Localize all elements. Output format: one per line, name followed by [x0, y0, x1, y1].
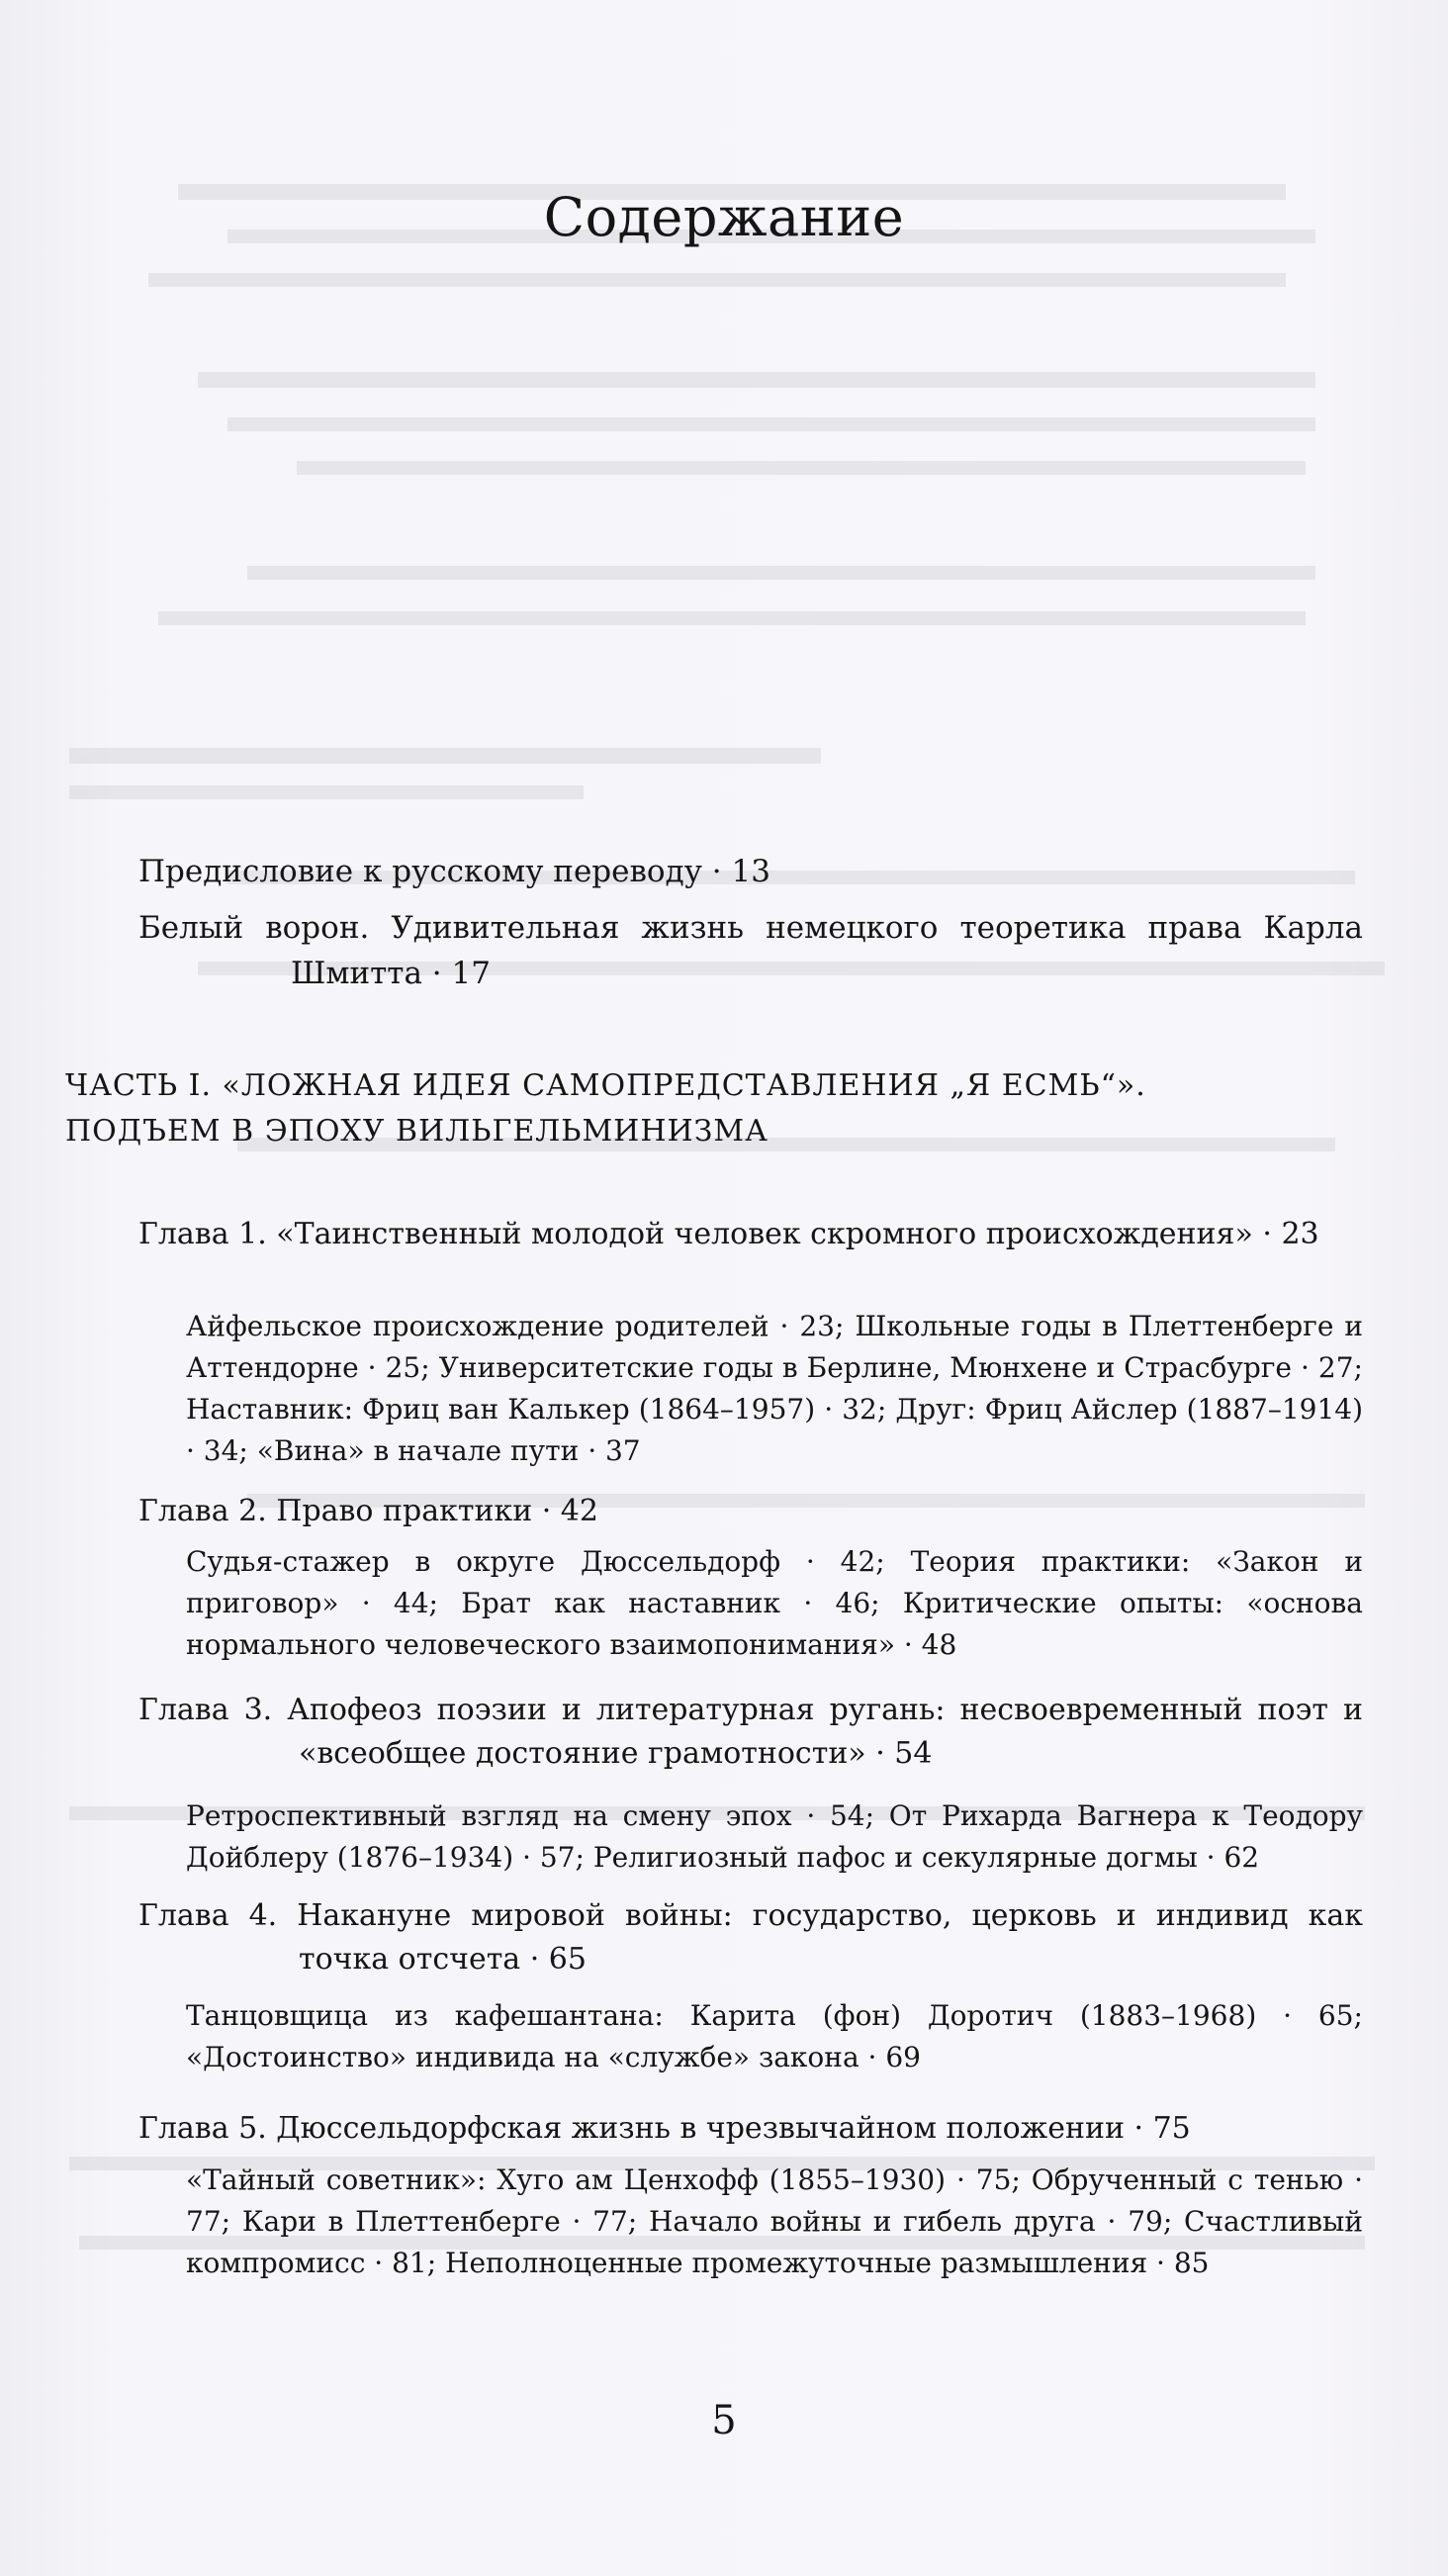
part-heading — [65, 1063, 1381, 1154]
chapter-title-text: Глава 5. Дюссельдорфская жизнь в чрезвычайном положении · 75 — [138, 2111, 1191, 2146]
front-entry-white-raven — [138, 905, 1363, 996]
chapter-5-sections: «Тайный советник»: Хуго ам Ценхофф (1855–1930) · 75; Обрученный с тенью · 77; Кари в Плеттенберге · 77; Начало войны и гибель друга · 79; Счастливый компромисс · 81; Неполноценные промежуточные размышления · 85 — [186, 2163, 1363, 2279]
chapter-2-title — [138, 1490, 1363, 1533]
chapter-title-text: Глава 1. «Таинственный молодой человек скромного происхождения» · 23 — [138, 1217, 1319, 1251]
front-entry-preface — [138, 849, 1315, 894]
chapter-title-text: Глава 4. Накануне мировой войны: государство, церковь и индивид как точка отсчета · 65 — [138, 1898, 1363, 1977]
page-number: 5 — [711, 2398, 737, 2443]
chapter-4-sections: Танцовщица из кафешантана: Карита (фон) Доротич (1883–1968) · 65; «Достоинство» индивида на «службе» закона · 69 — [186, 1999, 1363, 2073]
chapter-1-title — [138, 1213, 1363, 1256]
part-heading-line: ЧАСТЬ I. «ЛОЖНАЯ ИДЕЯ САМОПРЕДСТАВЛЕНИЯ „Я ЕСМЬ“». — [65, 1068, 1146, 1103]
chapter-3-sections: Ретроспективный взгляд на смену эпох · 54; От Рихарда Вагнера к Теодору Дойблеру (1876–1934) · 57; Религиозный пафос и секулярные догмы · 62 — [186, 1799, 1363, 1874]
chapter-4-title — [138, 1894, 1363, 1981]
chapter-2-sections: Судья-стажер в округе Дюссельдорф · 42; Теория практики: «Закон и приговор» · 44; Брат как наставник · 46; Критические опыты: «основа нормального человеческого взаимопонимания» · 48 — [186, 1545, 1363, 1661]
front-entry-text: Предисловие к русскому переводу · 13 — [138, 854, 770, 889]
front-entry-text: Белый ворон. Удивительная жизнь немецкого теоретика права Карла Шмитта · 17 — [138, 910, 1363, 991]
part-heading-line: ПОДЪЕМ В ЭПОХУ ВИЛЬГЕЛЬМИНИЗМА — [65, 1114, 769, 1149]
chapter-title-text: Глава 2. Право практики · 42 — [138, 1494, 598, 1528]
chapter-1-sections: Айфельское происхождение родителей · 23; Школьные годы в Плеттенберге и Аттендорне · 25; Университетские годы в Берлине, Мюнхене и Страсбурге · 27; Наставник: Фриц ван Калькер (1864–1957) · 32; Друг: Фриц Айслер (1887–1914) · 34; «Вина» в начале пути · 37 — [186, 1310, 1363, 1467]
chapter-5-title — [138, 2107, 1363, 2151]
chapter-3-title — [138, 1689, 1363, 1776]
chapter-title-text: Глава 3. Апофеоз поэзии и литературная ругань: несвоевременный поэт и «всеобщее достояние грамотности» · 54 — [138, 1693, 1363, 1771]
page-title: Содержание — [543, 186, 905, 248]
